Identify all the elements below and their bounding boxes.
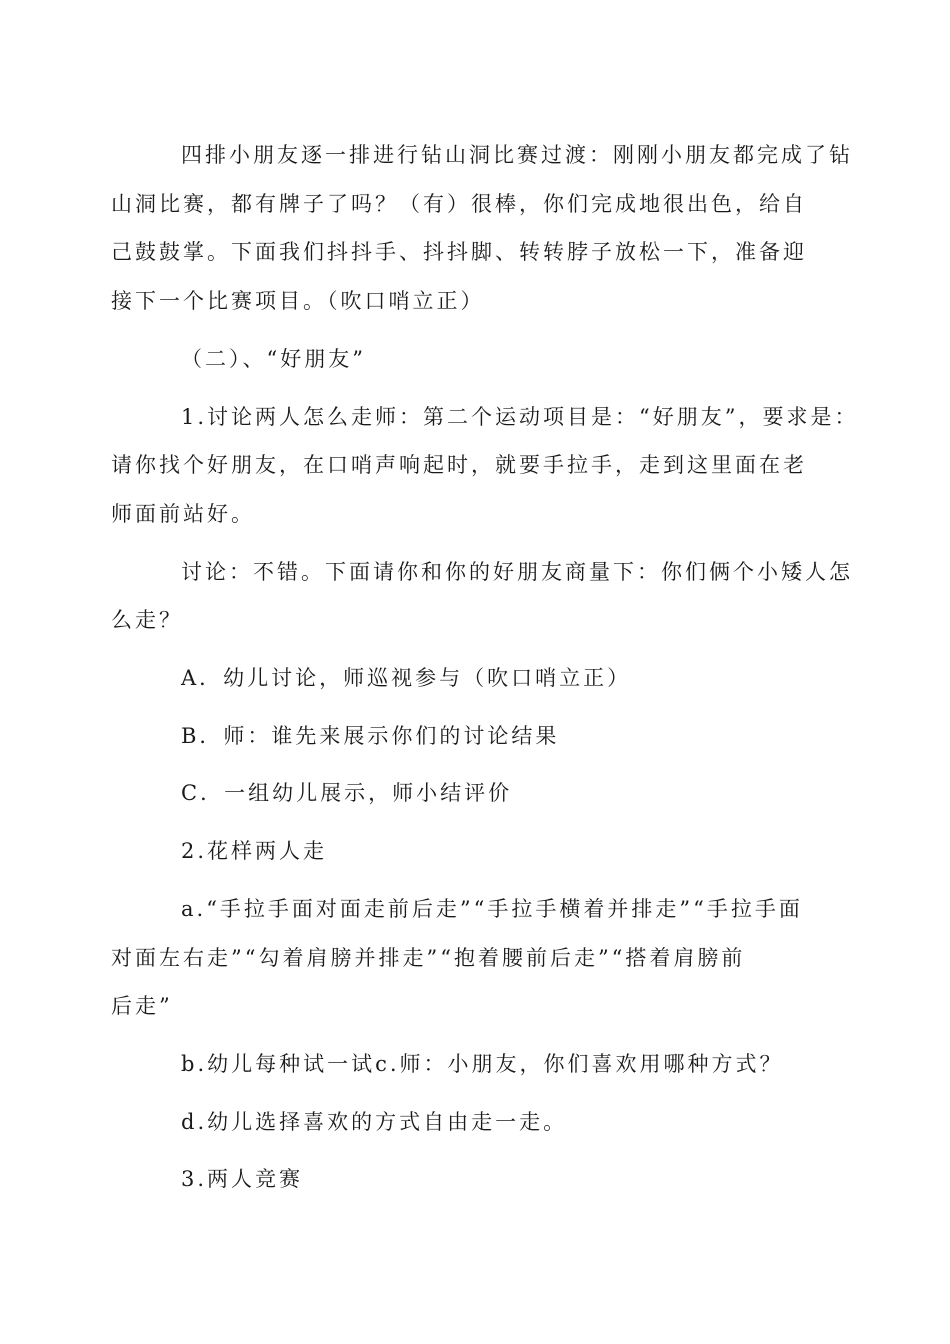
text-line: 师面前站好。: [111, 501, 255, 526]
document-body: [111, 131, 859, 1204]
text-line: 接下一个比赛项目。（吹口哨立正）: [111, 289, 485, 314]
text-line: 请你找个好朋友，在口哨声响起时，就要手拉手，走到这里面在老: [111, 453, 807, 478]
text-line: （二）、“好朋友”: [181, 346, 366, 371]
list-item-b: [146, 712, 826, 761]
section-heading-good-friends: [146, 335, 826, 384]
list-item-b-c: [146, 1040, 826, 1089]
paragraph-tunnel-race: [111, 131, 853, 326]
text-line: a.“手拉手面对面走前后走”“手拉手横着并排走”“手拉手面: [181, 896, 803, 921]
text-line: 1.讨论两人怎么走师：第二个运动项目是：“好朋友”，要求是：: [181, 404, 859, 429]
paragraph-discussion: [111, 548, 853, 645]
text-line: B．师：谁先来展示你们的讨论结果: [181, 723, 560, 748]
text-line: 山洞比赛，都有牌子了吗？（有）很棒，你们完成地很出色，给自: [111, 191, 807, 216]
text-line: 2.花样两人走: [181, 839, 328, 864]
text-line: 四排小朋友逐一排进行钻山洞比赛过渡：刚刚小朋友都完成了钻: [181, 143, 853, 167]
text-line: C．一组幼儿展示，师小结评价: [181, 781, 513, 806]
text-line: b.幼儿每种试一试c.师：小朋友，你们喜欢用哪种方式？: [181, 1051, 784, 1076]
text-line: 己鼓鼓掌。下面我们抖抖手、抖抖脚、转转脖子放松一下，准备迎: [111, 240, 807, 265]
subheading-pair-race: [146, 1155, 826, 1204]
list-item-d: [146, 1098, 826, 1147]
subheading-fancy-walk: [146, 827, 826, 876]
list-item-c: [146, 769, 826, 818]
text-line: 对面左右走”“勾着肩膀并排走”“抱着腰前后走”“搭着肩膀前: [111, 945, 746, 970]
text-line: 讨论：不错。下面请你和你的好朋友商量下：你们俩个小矮人怎: [181, 559, 853, 584]
text-line: 后走”: [111, 994, 173, 1019]
text-line: 么走？: [111, 608, 183, 633]
paragraph-discussion-intro: [111, 393, 859, 539]
paragraph-walk-styles: [111, 885, 826, 1031]
text-line: d.幼儿选择喜欢的方式自由走一走。: [181, 1109, 568, 1134]
text-line: 3.两人竞赛: [181, 1167, 304, 1192]
list-item-a: [146, 654, 826, 703]
text-line: A．幼儿讨论，师巡视参与（吹口哨立正）: [181, 666, 632, 691]
